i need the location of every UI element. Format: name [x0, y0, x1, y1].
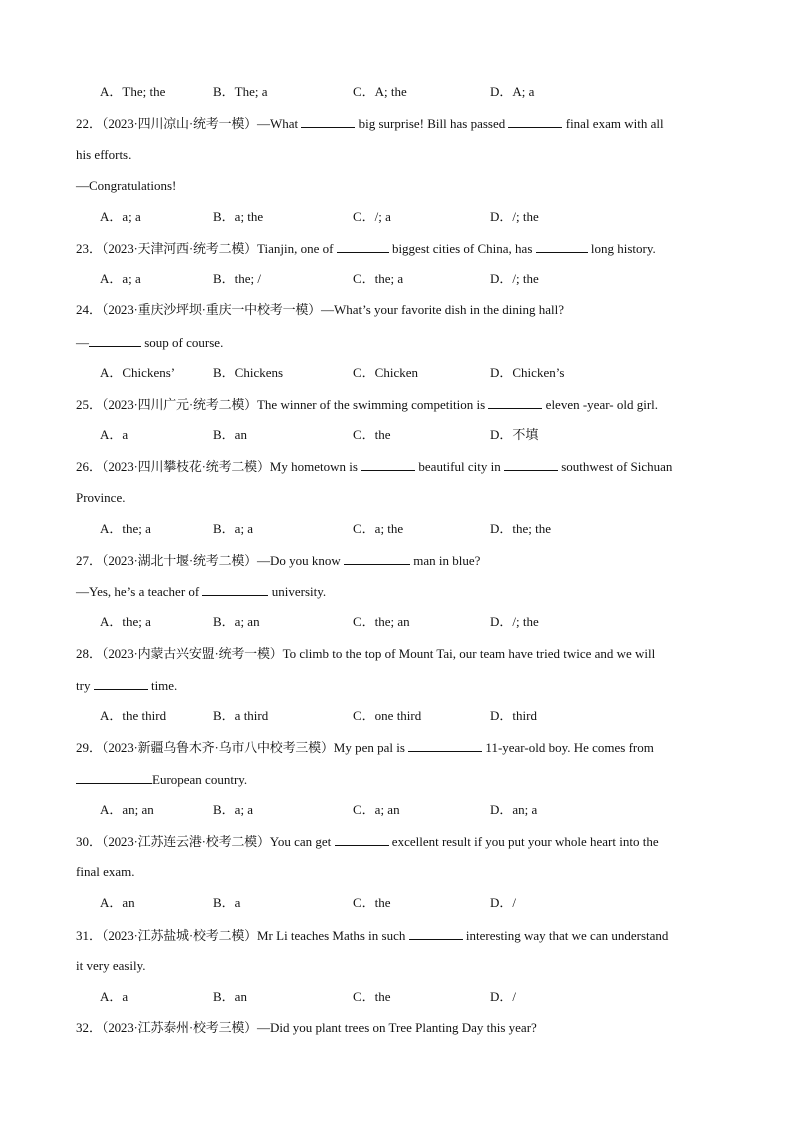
question-text: To climb to the top of Mount Tai, our team have tried twice and we will: [282, 646, 656, 661]
question-27-line2: [76, 583, 326, 600]
answer-blank[interactable]: [504, 458, 558, 471]
question-text: You can get: [269, 834, 332, 849]
question-text: —What: [256, 116, 299, 131]
question-number: 29．: [76, 740, 103, 755]
question-text: excellent result if you put your whole heart into the: [391, 834, 659, 849]
question-text: European country.: [152, 772, 248, 787]
option-c: C．Chicken: [353, 365, 418, 380]
question-32-stem: [76, 1020, 537, 1036]
question-22-line2: his efforts.: [76, 147, 132, 162]
question-number: 22．: [76, 116, 103, 131]
option-c: C．one third: [353, 708, 422, 723]
question-text: The winner of the swimming competition is: [256, 397, 486, 412]
question-source: （2023·江苏盐城·校考二模）: [102, 928, 257, 943]
option-b: B．a; a: [213, 521, 254, 536]
option-b: B．the; /: [213, 271, 262, 286]
question-31-line2: it very easily.: [76, 958, 146, 973]
question-text: —Do you know: [256, 553, 341, 568]
answer-blank[interactable]: [409, 927, 463, 940]
answer-blank[interactable]: [361, 458, 415, 471]
question-number: 24．: [76, 302, 103, 317]
question-text: big surprise! Bill has passed: [358, 116, 506, 131]
question-source: （2023·江苏连云港·校考二模）: [102, 834, 270, 849]
question-22-reply: —Congratulations!: [76, 178, 177, 193]
question-text: time.: [150, 678, 178, 693]
option-b: B．a third: [213, 708, 269, 723]
option-c: C．a; the: [353, 521, 404, 536]
question-number: 30．: [76, 834, 103, 849]
option-d: D．/: [490, 989, 517, 1004]
question-source: （2023·四川广元·统考二模）: [102, 397, 257, 412]
answer-blank[interactable]: [536, 240, 588, 253]
question-22-stem: [76, 115, 664, 132]
question-number: 28．: [76, 646, 103, 661]
question-source: （2023·四川凉山·统考一模）: [102, 116, 257, 131]
option-a: A．the third: [100, 708, 167, 723]
option-b: B．Chickens: [213, 365, 284, 380]
question-23-stem: [76, 240, 656, 257]
option-d: D．Chicken’s: [490, 365, 565, 380]
question-text: beautiful city in: [418, 459, 501, 474]
option-d: D．third: [490, 708, 537, 723]
answer-blank[interactable]: [337, 240, 389, 253]
option-d: D．/; the: [490, 614, 539, 629]
question-source: （2023·四川攀枝花·统考二模）: [102, 459, 270, 474]
question-text: Mr Li teaches Maths in such: [256, 928, 406, 943]
option-d: D．A; a: [490, 84, 535, 99]
question-28-line2: [76, 677, 177, 694]
question-source: （2023·天津河西·统考二模）: [102, 241, 257, 256]
question-text: university.: [271, 584, 327, 599]
option-a: A．a: [100, 989, 129, 1004]
option-a: A．an: [100, 895, 135, 910]
question-29-stem: [76, 739, 654, 756]
answer-blank[interactable]: [89, 334, 141, 347]
question-30-stem: [76, 833, 659, 850]
answer-blank[interactable]: [344, 552, 410, 565]
option-b: B．a; an: [213, 614, 260, 629]
option-c: C．a; an: [353, 802, 400, 817]
question-text: —Did you plant trees on Tree Planting Day this year?: [256, 1020, 537, 1035]
question-26-line2: Province.: [76, 490, 126, 505]
question-text: Tianjin, one of: [256, 241, 334, 256]
question-text: —: [76, 335, 89, 350]
question-text: eleven -year- old girl.: [545, 397, 659, 412]
option-d: D．不填: [490, 427, 539, 442]
question-text: interesting way that we can understand: [465, 928, 669, 943]
question-24-stem: [76, 302, 564, 318]
question-number: 25．: [76, 397, 103, 412]
option-a: A．a; a: [100, 209, 141, 224]
question-source: （2023·新疆乌鲁木齐·乌市八中校考三模）: [102, 740, 334, 755]
question-number: 23．: [76, 241, 103, 256]
option-b: B．The; a: [213, 84, 268, 99]
answer-blank[interactable]: [76, 771, 152, 784]
option-b: B．a; the: [213, 209, 264, 224]
option-c: C．the: [353, 427, 391, 442]
answer-blank[interactable]: [202, 583, 268, 596]
option-b: B．an: [213, 427, 247, 442]
question-source: （2023·内蒙古兴安盟·统考一模）: [102, 646, 283, 661]
question-source: （2023·重庆沙坪坝·重庆一中校考一模）: [102, 302, 321, 317]
answer-blank[interactable]: [335, 833, 389, 846]
question-27-stem: [76, 552, 480, 569]
question-text: My hometown is: [269, 459, 358, 474]
question-26-stem: [76, 458, 672, 475]
question-number: 31．: [76, 928, 103, 943]
question-source: （2023·江苏泰州·校考三模）: [102, 1020, 257, 1035]
option-a: A．The; the: [100, 84, 166, 99]
option-a: A．a; a: [100, 271, 141, 286]
option-d: D．/: [490, 895, 517, 910]
question-text: try: [76, 678, 91, 693]
question-text: man in blue?: [413, 553, 481, 568]
answer-blank[interactable]: [508, 115, 562, 128]
option-a: A．the; a: [100, 521, 151, 536]
option-a: A．a: [100, 427, 129, 442]
answer-blank[interactable]: [408, 739, 482, 752]
option-d: D．an; a: [490, 802, 538, 817]
option-d: D．/; the: [490, 271, 539, 286]
option-c: C．A; the: [353, 84, 407, 99]
option-a: A．Chickens’: [100, 365, 176, 380]
question-text: 11-year-old boy. He comes from: [485, 740, 654, 755]
option-d: D．the; the: [490, 521, 552, 536]
option-c: C．the: [353, 989, 391, 1004]
option-d: D．/; the: [490, 209, 539, 224]
question-number: 26．: [76, 459, 103, 474]
answer-blank[interactable]: [301, 115, 355, 128]
question-source: （2023·湖北十堰·统考二模）: [102, 553, 257, 568]
question-29-line2: [76, 771, 247, 788]
question-text: long history.: [590, 241, 656, 256]
question-text: biggest cities of China, has: [391, 241, 533, 256]
option-c: C．the: [353, 895, 391, 910]
option-c: C．/; a: [353, 209, 391, 224]
option-b: B．a: [213, 895, 241, 910]
question-text: —What’s your favorite dish in the dining hall?: [320, 302, 564, 317]
question-text: southwest of Sichuan: [561, 459, 673, 474]
question-number: 27．: [76, 553, 103, 568]
question-text: soup of course.: [144, 335, 224, 350]
option-a: A．an; an: [100, 802, 154, 817]
question-number: 32．: [76, 1020, 103, 1035]
option-b: B．a; a: [213, 802, 254, 817]
option-b: B．an: [213, 989, 247, 1004]
question-text: —Yes, he’s a teacher of: [76, 584, 200, 599]
answer-blank[interactable]: [94, 677, 148, 690]
question-text: My pen pal is: [333, 740, 405, 755]
question-24-line2: [76, 334, 223, 351]
question-text: final exam with all: [565, 116, 664, 131]
option-c: C．the; an: [353, 614, 410, 629]
question-30-line2: final exam.: [76, 864, 135, 879]
answer-blank[interactable]: [488, 396, 542, 409]
question-31-stem: [76, 927, 668, 944]
question-25-stem: [76, 396, 658, 413]
question-28-stem: [76, 646, 655, 662]
option-c: C．the; a: [353, 271, 404, 286]
option-a: A．the; a: [100, 614, 151, 629]
